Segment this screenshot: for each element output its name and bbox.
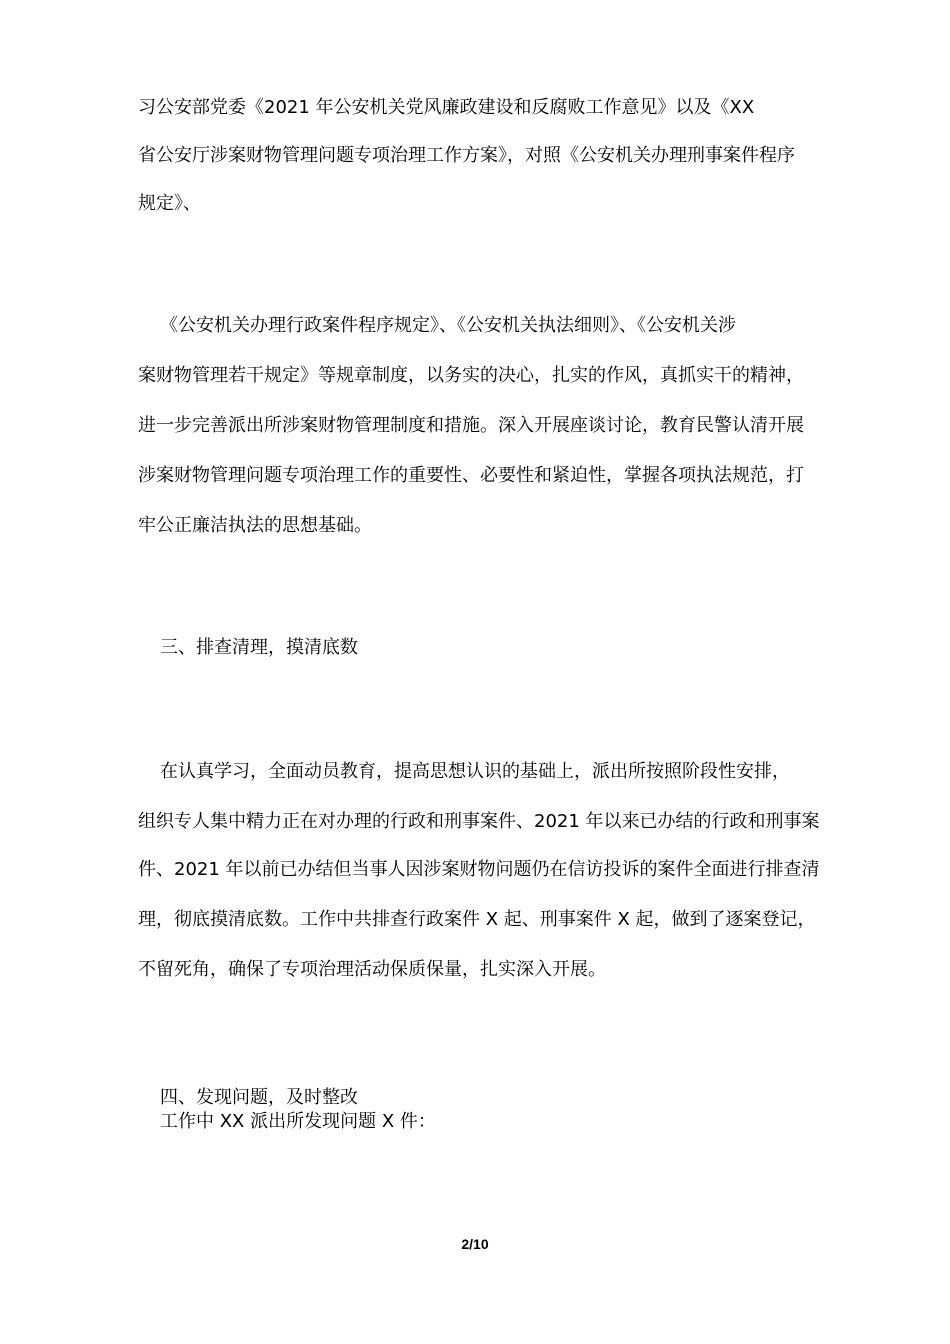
text-line: 进一步完善派出所涉案财物管理制度和措施。深入开展座谈讨论，教育民警认清开展 [138,415,804,436]
text-line: 习公安部党委《2021 年公安机关党风廉政建设和反腐败工作意见》以及《XX [138,97,755,118]
text-line: 规定》、 [138,193,201,214]
text-line: 省公安厅涉案财物管理问题专项治理工作方案》，对照《公安机关办理刑事案件程序 [138,145,795,166]
text-line: 理，彻底摸清底数。工作中共排查行政案件 X 起、刑事案件 X 起，做到了逐案登记， [138,909,816,930]
text-line: 件、2021 年以前已办结但当事人因涉案财物问题仍在信访投诉的案件全面进行排查清 [138,859,820,880]
text-line: 不留死角，确保了专项治理活动保质保量，扎实深入开展。 [138,959,606,980]
text-line: 案财物管理若干规定》等规章制度，以务实的决心，扎实的作风，真抓实干的精神， [138,365,804,386]
text-line: 在认真学习，全面动员教育，提高思想认识的基础上，派出所按照阶段性安排， [160,761,790,782]
text-line: 工作中 XX 派出所发现问题 X 件： [160,1111,436,1132]
section-heading: 三、排查清理，摸清底数 [160,637,358,658]
text-line: 《公安机关办理行政案件程序规定》、《公安机关执法细则》、《公安机关涉 [160,315,736,336]
page-number: 2/10 [461,1236,489,1252]
text-line: 涉案财物管理问题专项治理工作的重要性、必要性和紧迫性，掌握各项执法规范，打 [138,465,804,486]
text-line: 组织专人集中精力正在对办理的行政和刑事案件、2021 年以来已办结的行政和刑事案 [138,811,820,832]
text-line: 牢公正廉洁执法的思想基础。 [138,515,372,536]
section-heading: 四、发现问题，及时整改 [160,1087,358,1108]
